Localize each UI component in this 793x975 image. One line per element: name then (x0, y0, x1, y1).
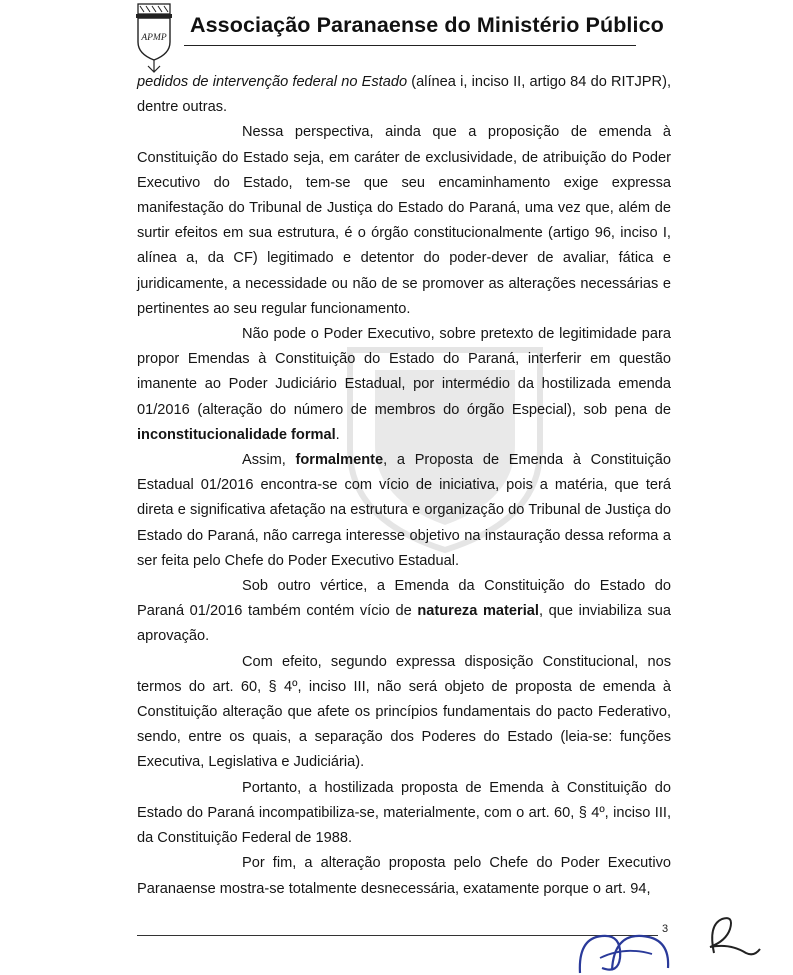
paragraph: Portanto, a hostilizada proposta de Emenda à Constituição do Estado do Paraná incompatibiliza-se, materialmente, com o art. 60, § 4º, inciso III, da Constituição Federal de 1988. (137, 779, 671, 847)
svg-text:APMP: APMP (141, 33, 167, 43)
paragraph-text: Assim, (242, 452, 296, 469)
paragraph (137, 70, 671, 120)
header-title: Associação Paranaense do Ministério Público (190, 13, 664, 37)
bold-text: natureza material (417, 603, 539, 620)
document-body (137, 70, 671, 902)
italic-text: pedidos de intervenção federal no Estado (137, 74, 408, 90)
paragraph-text: , a Proposta de Emenda à Constituição Estadual 01/2016 encontra-se com vício de iniciativa, pois a matéria, que terá direta e significativa afetação na estrutura e organização do Tribunal de Justiça do Estado do Paraná, não carrega interesse objetivo na instauração dessa reforma a ser feita pelo Chefe do Poder Executivo Estadual. (137, 452, 671, 569)
handwritten-initials-icon (572, 928, 682, 975)
paragraph: Com efeito, segundo expressa disposição Constitucional, nos termos do art. 60, § 4º, inciso III, não será objeto de proposta de emenda à Constituição alteração que afete os princípios fundamentais do pacto Federativo, sendo, entre os quais, a separação dos Poderes do Estado (leia-se: funções Executiva, Legislativa e Judiciária). (137, 653, 671, 771)
paragraph-text: Sob outro vértice, a Emenda da Constituição do Estado do Paraná 01/2016 também contém vício de (137, 578, 671, 620)
paragraph (137, 448, 671, 574)
paragraph (137, 322, 671, 448)
bold-text: formalmente (295, 452, 384, 469)
handwritten-rubric-icon (700, 913, 764, 963)
apmp-crest-icon (134, 2, 174, 74)
paragraph-text: , que inviabiliza sua aprovação. (137, 603, 671, 645)
paragraph: Por fim, a alteração proposta pelo Chefe do Poder Executivo Paranaense mostra-se totalmente desnecessária, exatamente porque o art. 94, (137, 855, 671, 897)
paragraph-text: . (335, 426, 340, 443)
paragraph-text: (alínea i, inciso II, artigo 84 do RITJPR), dentre outras. (137, 74, 671, 116)
header-divider (184, 45, 636, 46)
paragraph: Nessa perspectiva, ainda que a proposição de emenda à Constituição do Estado seja, em caráter de exclusividade, de atribuição do Poder Executivo do Estado, tem-se que seu encaminhamento exige expressa manifestação do Tribunal de Justiça do Estado do Paraná, uma vez que, além de surtir efeitos em sua estrutura, é o órgão constitucionalmente (artigo 96, inciso I, alínea a, da CF) legitimado e detentor do poder-dever de avaliar, fática e juridicamente, a necessidade ou não de se promover as alterações necessárias e pertinentes ao seu regular funcionamento. (137, 124, 671, 317)
page-number: 3 (662, 923, 669, 935)
paragraph (137, 574, 671, 650)
paragraph-text: Não pode o Poder Executivo, sobre pretexto de legitimidade para propor Emendas à Constituição do Estado do Paraná, interferir em questão imanente ao Poder Judiciário Estadual, por intermédio da hostilizada emenda 01/2016 (alteração do número de membros do órgão Especial), sob pena de (137, 326, 671, 418)
bold-text: inconstitucionalidade formal (137, 426, 336, 443)
